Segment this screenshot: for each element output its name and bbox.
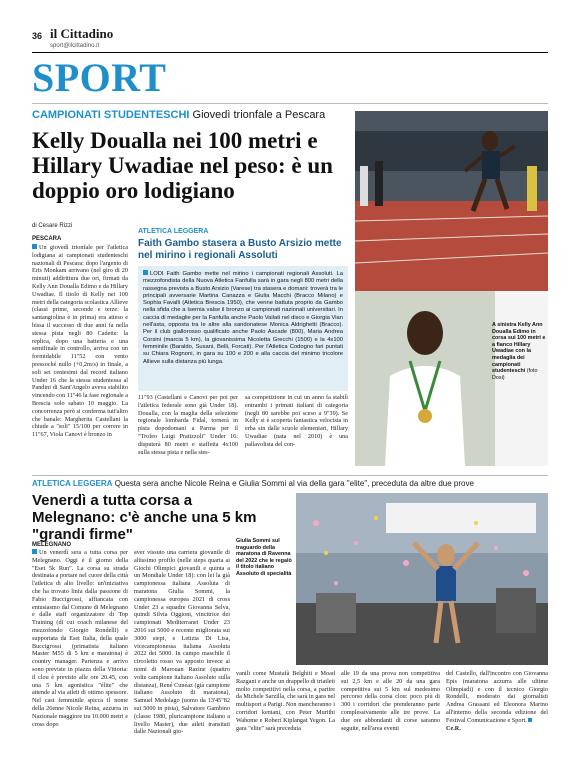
article3-column-2: aver vissuto una carriera giovanile di altissimo profilo (nelle sieps quarta ai Giochi Olimpici giovanili e quinta a un Mondiale Under 18): con lei la già campionessa italiana Assoluta di maratona Giulia Sommi, la campionessa europea 2021 di cross Under 23 a squadre Giovanna Selva, quindi Silvia Oggioni, vincitrice dei campionati Mediterranei Under 23 2016 sui 5000 e recente migliorata sui 3000 siepi, e Letizia Di Lisa, vicecampionessa italiana Assoluta 2022 dei 5000. In campo maschile il circoletto rosso va apposto invece ai nomi di Marouan Razine (quattro volte campione italiano Assoluto sulla distanza), René Cunéaz (già campione italiano Assoluto di maratona), Samuel Medolago (uomo da 13'45"82 sui 5000 in pista), Salvatore Gambino (classe 1980, pluricampione italiano a livello Master), due atleti transitati dalle Nazionali gio- [134, 549, 230, 736]
article1-byline: di Cesare Rizzi [32, 223, 73, 229]
article3-column-3: vanili come Mustafà Belghiti e Moad Razgani e anche un drappello di triatleti molto competitivi nella corsa, a partire da Michele Sarzilla, che sarà in gara nel multisport a Parigi. Non mancheranno i corridori keniani, con Peter Murithi Wahome e Robert Kiplangat Yegon. La gara "elite" sarà preceduta [236, 670, 335, 732]
article1-headline: Kelly Doualla nei 100 metri e Hillary Uwadiae nel peso: è un doppio oro lodigiano [32, 128, 333, 203]
article3-kicker-text: Questa sera anche Nicole Reina e Giulia Sommi al via della gara "elite", preceduta da altre due prove [114, 479, 474, 488]
marathon-finish-photo [296, 493, 548, 665]
article1-kicker-text: Giovedì trionfale a Pescara [192, 109, 326, 121]
article3-dateline: MELEGNANO [32, 542, 71, 548]
athletes-photo [355, 111, 548, 466]
article3-column-1: Un venerdì sera a tutta corsa per Melegnano. Oggi è il giorno della "Eset 5k Run". La corsa su strada destinata a portare nel cuore della città l'atletica di alto livello: un'iniziativa che ha trovato linfa dalla passione di Fabio Buccigrossi, affiancata con entusiasmo dal Comune di Melegnano e dalle staff organizzatore di Top Training (di cui coach milanese del mezzofondo Giorgio Rondelli) e supportata da Eset Italia, della quale Buccigrossi (primatista italiano Master M55 di 5 km e maratona) è country manager. Partenza e arrivo sono previste in piazza della Vittoria: il clou è previsto alle ore 20.45, con una 5 km agonistica "élite" che attende al via atleti di ottimo spessore. Nel cast femminile spicca il nome della 26enne Nicole Reina, azzurra in Nazionale maggiore tra 10.000 metri e cross dopo [32, 549, 128, 728]
article1-dateline: PESCARA [32, 236, 62, 242]
section-title: SPORT [32, 55, 167, 100]
article1-column-1: Un giovedì trionfale per l'atletica lodigiana ai campionati studenteschi nazionali di Pescara: dopo l'argento di Eris Monkam arrivano (nel giro di 20 minuti) addirittura due ori, firmati da Kelly Ann Doualla Edimo e da Hillary Uwadiae. Il titolo di Kelly nei 100 metri della categoria scolastica Allieve (classi prime, seconde e terze: la santangiolina è in prima) era atteso e bissa il successo di due anni fa nella stessa pista negli 80 Cadette: la replica, dopo una batteria e una semifinale in controllo, arriva con un formidabile 11"52 con vento pressoché nullo (+0,2m/s) in finale, a soli sei centesimi dal record italiano Under 16 che la stessa studentessa al Pandini di Sant'Angelo aveva stabilito vincendo con 11"46 la fase regionale a Brescia solo sabato 10 maggio. La concorrenza però si conferma tutt'altro che banale: Margherita Castellani la chiude a "soli" 15/100 per correre in 11"67, Viola Canovi è bronzo in [32, 244, 128, 439]
article3-signature: Ce.R. [446, 724, 461, 732]
end-square-icon [528, 718, 532, 722]
photo1-caption-text: A sinistra Kelly Ann Doualla Edimo in corsa sui 100 metri e a fianco Hillary Uwadiae con la medaglia dei campionati studenteschi [492, 322, 546, 375]
article1-column-3: sa competizione in cui un anno fa stabilì entrambi i primati italiani di categoria (negli 80 sarebbe poi sceso a 9"39). Se Kelly si è scoperta fantastica velocista in erba sin dalle scuole elementari, Hillary Uwadiae (nata nel 2010) è una pallavolista del con- [245, 394, 348, 448]
paragraph-square-icon [143, 270, 148, 275]
header-divider [32, 52, 548, 53]
section-email: sport@ilcittadino.it [50, 43, 100, 49]
photo2-caption: Giulia Sommi sul traguardo della maratona di Ravenna del 2022 che le regalò il titolo italiano Assoluto di specialità [236, 538, 292, 577]
photo1-caption [492, 322, 548, 381]
article1-kicker-tag: CAMPIONATI STUDENTESCHI [32, 109, 190, 121]
article1-column-2: 11"93 (Castellani e Canovi per poi per l'atletica federale sono già Under 18). Doualla, con la maglia della selezione regionale lombarda Fidal, tornerà in pista dopodomani a Parma per il "Trofeo Luigi Pratizzoli" Under 16: disputerà 80 metri e staffetta 4x100 sulla stessa pista e nella stes- [138, 394, 238, 456]
article3-column-5: del Castello, dall'incontro con Giovanna Epis (maratona azzurra alle ultime Olimpiadi) e con il tecnico Giorgio Rondelli, moderato dai giornalisti Andrea Grassani ed Eleonora Marino all'interno della seconda edizione del Festival Comunicazione e Sport. Ce.R. [446, 670, 548, 732]
article3-headline: Venerdì a tutta corsa a Melegnano: c'è anche una 5 km "grandi firme" [32, 492, 257, 543]
masthead-brand: il Cittadino [50, 26, 114, 41]
athletes-photo-illustration [355, 111, 548, 466]
article2-kicker: ATLETICA LEGGERA [138, 228, 209, 235]
paragraph-square-icon [32, 244, 37, 249]
article2-headline: Faith Gambo stasera a Busto Arsizio mette nel mirino i regionali Assoluti [138, 238, 342, 261]
article3-kicker [32, 478, 474, 489]
article3-divider [32, 475, 548, 476]
article1-kicker [32, 108, 325, 122]
page-number: 36 [32, 31, 43, 41]
section-divider [32, 103, 548, 104]
article2-box [138, 266, 348, 391]
article2-body: LODI Faith Gambo mette nel mirino i campionati regionali Assoluti. La mezzofondista della Nuova Atletica Fanfulla sarà in gara negli 800 metri della rassegna prevista a Busto Arsizio (Varese) tra stasera e domani: troverà tra le principali avversarie Martina Canazza e Giulia Macchi (Bracco Milano) e Sophia Favalli (Atletica Brescia 1950), che venne battuta proprio da Gambo nella sfida che a Isernia valse il bronzo ai campionati nazionali universitari. In caccia di medaglie per la Fanfulla anche Paolo Vailati nel disco e Giorgia Vian nell'asta, opposta tra le altre alla sandonatese Monica Aldrighetti (Bracco). Per il club giallorosso qualificato anche Paolo Ascade (800), Maria Andrea Corsini (marcia 5 km), la giovanissima Nicoletta Grecchi (1500) e la 4x100 femminile (Baraldo, Susani, Belli, Forcati). Per l'Atletica Codogno fari puntati su Chiara Rognoni, in gara su 100 e 200 e alla caccia del minimo tricolore Allieve sulla distanza più lunga. [143, 271, 343, 365]
article3-kicker-tag: ATLETICA LEGGERA [32, 479, 113, 488]
photo1-caption-credit: (foto Dosi) [492, 368, 538, 381]
article3-column-4: alle 19 da una prova non competitiva sui 2,5 km e alle 20 da una gara competitiva sui 5 km sul medesimo percorso della corsa clou: poco più di 300 i corridori che prenderanno parte complessivamente alle tre prove. La due ore abbondanti di corse saranno seguite, nell'area eventi [341, 670, 440, 732]
paragraph-square-icon [32, 549, 37, 554]
marathon-photo-illustration [296, 493, 548, 665]
